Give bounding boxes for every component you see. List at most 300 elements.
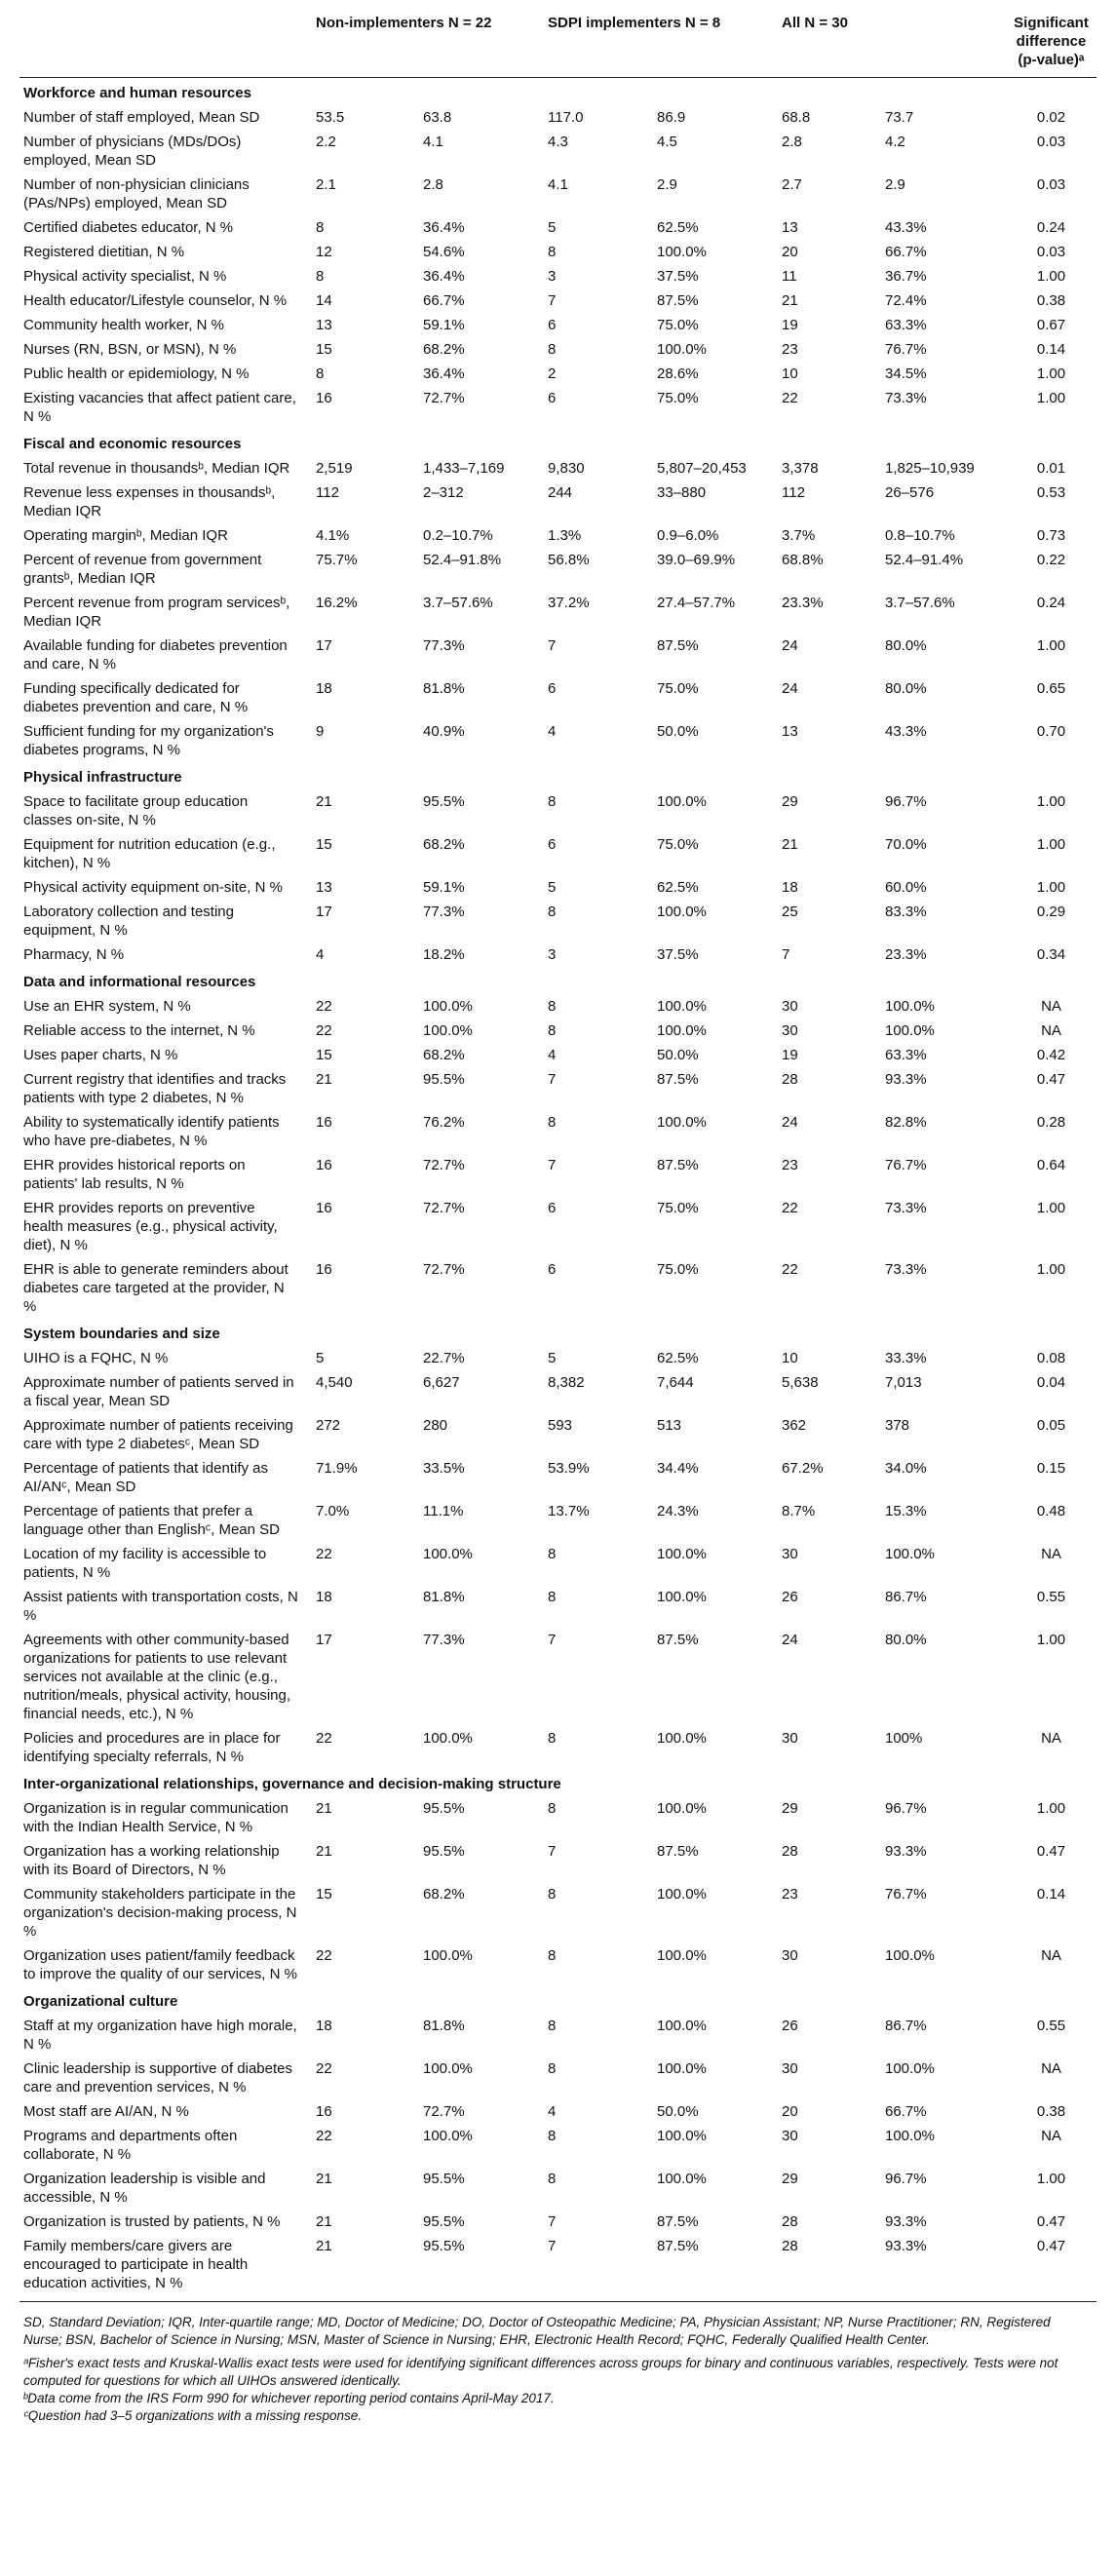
value-cell: 23 (782, 341, 798, 358)
value-cell: 100.0% (423, 998, 473, 1015)
value-cell: 66.7% (423, 292, 465, 309)
p-value-cell: 0.47 (1036, 1071, 1066, 1088)
value-cell: 13 (782, 219, 798, 236)
value-cell: 18.2% (423, 946, 465, 963)
p-value-cell: 0.14 (1036, 341, 1066, 358)
value-cell: 21 (312, 2234, 419, 2302)
value-cell: 8 (548, 998, 557, 1015)
row-label: Assist patients with transportation costs, N % (23, 1589, 298, 1624)
table-row (19, 1110, 1097, 1153)
value-cell: 100.0% (657, 998, 707, 1015)
value-cell: 4,540 (316, 1374, 353, 1391)
value-cell: 117.0 (548, 109, 584, 126)
p-value-cell: 1.00 (1036, 390, 1066, 406)
value-cell: 24 (782, 1632, 798, 1648)
row-label: Funding specifically dedicated for diabetes prevention and care, N % (23, 680, 249, 715)
value-cell: 26 (782, 1589, 798, 1605)
value-cell: 100.0% (423, 2128, 473, 2144)
value-cell: 24 (782, 680, 798, 697)
value-cell: 68.2% (423, 1886, 465, 1903)
value-cell: 30 (782, 1022, 798, 1039)
value-cell: 8 (548, 2171, 557, 2187)
value-cell: 22.7% (423, 1350, 465, 1366)
table-row (19, 1628, 1097, 1726)
value-cell: 72.7% (423, 1261, 465, 1278)
value-cell: 62.5% (657, 879, 699, 896)
value-cell: 83.3% (885, 904, 927, 920)
value-cell: 30 (782, 1947, 798, 1964)
table-row (19, 456, 1097, 481)
value-cell: 81.8% (423, 680, 465, 697)
value-cell: 15 (316, 836, 332, 853)
p-value-cell: NA (1041, 1730, 1061, 1747)
p-value-cell: 0.73 (1036, 527, 1066, 544)
value-cell: 8 (548, 1589, 557, 1605)
value-cell: 76.7% (885, 1157, 927, 1173)
value-cell: 8 (548, 2060, 557, 2077)
table-row (19, 173, 1097, 215)
section-title: Data and informational resources (23, 974, 256, 990)
table-row (19, 994, 1097, 1019)
row-label: Approximate number of patients receiving care with type 2 diabetesᶜ, Mean SD (23, 1417, 293, 1452)
table-row (19, 362, 1097, 386)
value-cell: 10 (782, 365, 798, 382)
value-cell: 7 (548, 292, 557, 309)
value-cell: 62.5% (657, 219, 699, 236)
value-cell: 37.5% (657, 946, 699, 963)
row-label: Number of staff employed, Mean SD (23, 109, 260, 126)
value-cell: 21 (316, 1843, 332, 1860)
value-cell: 80.0% (885, 1632, 927, 1648)
value-cell: 73.3% (885, 390, 927, 406)
value-cell: 96.7% (885, 2171, 927, 2187)
table-row (19, 2099, 1097, 2124)
value-cell: 8 (548, 244, 557, 260)
row-label: Family members/care givers are encouraged to participate in health education activities, N % (19, 2234, 312, 2302)
p-value-cell: 0.29 (1036, 904, 1066, 920)
table-row (19, 1043, 1097, 1067)
row-label: Physical activity specialist, N % (23, 268, 227, 285)
p-value-cell: NA (1041, 2128, 1061, 2144)
value-cell: 59.1% (423, 879, 465, 896)
value-cell: 37.2% (548, 595, 590, 611)
value-cell: 68.8 (782, 109, 811, 126)
table-row (19, 1796, 1097, 1839)
value-cell: 33.5% (423, 1460, 465, 1477)
value-cell: 73.3% (885, 1200, 927, 1216)
value-cell: 63.3% (885, 317, 927, 333)
table-row (19, 1726, 1097, 1769)
value-cell: 23.3% (782, 595, 824, 611)
value-cell: 34.4% (657, 1460, 699, 1477)
value-cell: 6 (548, 390, 557, 406)
value-cell: 20 (782, 244, 798, 260)
value-cell: 7 (782, 946, 790, 963)
table-row (19, 2124, 1097, 2167)
p-value-cell: 0.70 (1036, 723, 1066, 740)
table-row (19, 240, 1097, 264)
p-value-cell: 0.64 (1036, 1157, 1066, 1173)
value-cell: 2–312 (423, 484, 464, 501)
value-cell: 8 (548, 1730, 557, 1747)
value-cell: 8 (548, 1886, 557, 1903)
value-cell: 36.4% (423, 268, 465, 285)
value-cell: 22 (316, 1947, 332, 1964)
value-cell: 100.0% (657, 1546, 707, 1562)
value-cell: 81.8% (423, 2018, 465, 2034)
table-row (19, 1196, 1097, 1257)
value-cell: 100% (885, 1730, 923, 1747)
value-cell: 34.0% (885, 1460, 927, 1477)
value-cell: 8 (316, 268, 325, 285)
value-cell: 100.0% (657, 1886, 707, 1903)
value-cell: 43.3% (885, 219, 927, 236)
value-cell: 93.3% (885, 2213, 927, 2230)
value-cell: 36.4% (423, 219, 465, 236)
value-cell: 16 (316, 1261, 332, 1278)
value-cell: 100.0% (657, 1800, 707, 1817)
value-cell: 100.0% (657, 1947, 707, 1964)
value-cell: 87.5% (657, 2213, 699, 2230)
value-cell: 7 (548, 1843, 557, 1860)
value-cell: 3.7–57.6% (885, 595, 955, 611)
value-cell: 6 (548, 1261, 557, 1278)
value-cell: 18 (316, 680, 332, 697)
table-row (19, 1153, 1097, 1196)
value-cell: 100.0% (657, 1022, 707, 1039)
value-cell: 56.8% (548, 552, 590, 568)
value-cell: 93.3% (885, 1843, 927, 1860)
table-row (19, 942, 1097, 967)
section-title: Physical infrastructure (23, 769, 182, 786)
value-cell: 100.0% (423, 1947, 473, 1964)
value-cell: 80.0% (885, 680, 927, 697)
value-cell: 21 (316, 793, 332, 810)
value-cell: 18 (316, 2018, 332, 2034)
value-cell: 13.7% (548, 1503, 590, 1519)
p-value-cell: 0.28 (1036, 1114, 1066, 1131)
value-cell: 21 (782, 836, 798, 853)
value-cell: 26 (782, 2018, 798, 2034)
value-cell: 34.5% (885, 365, 927, 382)
value-cell: 8 (548, 1546, 557, 1562)
section-title: Fiscal and economic resources (23, 436, 242, 452)
table-row (19, 288, 1097, 313)
value-cell: 3.7% (782, 527, 816, 544)
table-row (19, 2057, 1097, 2099)
value-cell: 112 (316, 484, 339, 501)
table-row (19, 264, 1097, 288)
value-cell: 70.0% (885, 836, 927, 853)
row-label: Total revenue in thousandsᵇ, Median IQR (23, 460, 290, 477)
value-cell: 71.9% (316, 1460, 358, 1477)
value-cell: 82.8% (885, 1114, 927, 1131)
value-cell: 20 (782, 2103, 798, 2120)
value-cell: 15.3% (885, 1503, 927, 1519)
table-row (19, 2210, 1097, 2234)
value-cell: 10 (782, 1350, 798, 1366)
header-all: All N = 30 (778, 4, 1006, 78)
section-title: Inter-organizational relationships, governance and decision-making structure (23, 1776, 561, 1792)
value-cell: 100.0% (423, 1022, 473, 1039)
value-cell: 362 (782, 1417, 807, 1434)
header-non-implementers: Non-implementers N = 22 (312, 4, 544, 78)
value-cell: 72.7% (423, 1200, 465, 1216)
p-value-cell: 0.03 (1036, 134, 1066, 150)
table-row (19, 1499, 1097, 1542)
section-title: Workforce and human resources (23, 85, 251, 101)
table-row (19, 105, 1097, 130)
table-row (19, 591, 1097, 634)
row-label: Agreements with other community-based organizations for patients to use relevant services not available at the clinic (e.g., nutrition/meals, physical activity, housing, financial needs, etc.), N % (23, 1632, 291, 1722)
value-cell: 87.5% (657, 637, 699, 654)
value-cell: 16.2% (316, 595, 358, 611)
p-value-cell: 1.00 (1036, 1261, 1066, 1278)
value-cell: 22 (316, 1730, 332, 1747)
value-cell: 75.0% (657, 317, 699, 333)
value-cell: 77.3% (423, 1632, 465, 1648)
value-cell: 100.0% (657, 2060, 707, 2077)
value-cell: 5,807–20,453 (657, 460, 747, 477)
value-cell: 7 (548, 1632, 557, 1648)
p-value-cell: 0.04 (1036, 1374, 1066, 1391)
table-header (19, 4, 1097, 78)
row-label: Percent of revenue from government grantsᵇ, Median IQR (23, 552, 262, 587)
value-cell: 7,644 (657, 1374, 694, 1391)
value-cell: 21 (782, 292, 798, 309)
row-label: Equipment for nutrition education (e.g., kitchen), N % (23, 836, 276, 871)
value-cell: 513 (657, 1417, 682, 1434)
table-row (19, 719, 1097, 762)
value-cell: 2 (548, 365, 557, 382)
value-cell: 52.4–91.8% (423, 552, 502, 568)
row-label: Percent revenue from program servicesᵇ, Median IQR (23, 595, 290, 630)
value-cell: 8 (548, 1114, 557, 1131)
value-cell: 16 (316, 1114, 332, 1131)
table-row (19, 523, 1097, 548)
value-cell: 0.2–10.7% (423, 527, 493, 544)
value-cell: 100.0% (885, 1022, 935, 1039)
p-value-cell: 1.00 (1036, 1632, 1066, 1648)
value-cell: 100.0% (657, 2018, 707, 2034)
value-cell: 86.7% (885, 2018, 927, 2034)
table-row (19, 2167, 1097, 2210)
value-cell: 63.8 (423, 109, 452, 126)
value-cell: 52.4–91.4% (885, 552, 964, 568)
value-cell: 4.3 (548, 134, 568, 150)
value-cell: 22 (316, 2060, 332, 2077)
table-row (19, 1456, 1097, 1499)
row-label: Registered dietitian, N % (23, 244, 185, 260)
value-cell: 12 (316, 244, 332, 260)
header-blank (19, 4, 312, 78)
value-cell: 86.7% (885, 1589, 927, 1605)
row-label: UIHO is a FQHC, N % (23, 1350, 169, 1366)
p-value-cell: 0.55 (1036, 2018, 1066, 2034)
p-value-cell: 0.47 (1006, 2234, 1097, 2302)
value-cell: 28 (778, 2234, 881, 2302)
row-label: Organization leadership is visible and accessible, N % (23, 2171, 266, 2206)
row-label: Ability to systematically identify patients who have pre-diabetes, N % (23, 1114, 280, 1149)
value-cell: 30 (782, 2060, 798, 2077)
p-value-cell: 0.03 (1036, 176, 1066, 193)
value-cell: 33.3% (885, 1350, 927, 1366)
value-cell: 28 (782, 1843, 798, 1860)
value-cell: 8 (316, 365, 325, 382)
value-cell: 19 (782, 317, 798, 333)
row-label: Nurses (RN, BSN, or MSN), N % (23, 341, 237, 358)
value-cell: 21 (316, 1800, 332, 1817)
value-cell: 23 (782, 1886, 798, 1903)
p-value-cell: 0.38 (1036, 2103, 1066, 2120)
row-label: Most staff are AI/AN, N % (23, 2103, 189, 2120)
row-label: Public health or epidemiology, N % (23, 365, 250, 382)
value-cell: 60.0% (885, 879, 927, 896)
value-cell: 17 (316, 637, 332, 654)
value-cell: 30 (782, 998, 798, 1015)
table-row (19, 215, 1097, 240)
value-cell: 86.9 (657, 109, 686, 126)
value-cell: 23 (782, 1157, 798, 1173)
table-row (19, 1067, 1097, 1110)
row-label: Organization is in regular communication with the Indian Health Service, N % (23, 1800, 289, 1835)
value-cell: 87.5% (657, 1632, 699, 1648)
value-cell: 19 (782, 1047, 798, 1063)
p-value-cell: 0.67 (1036, 317, 1066, 333)
row-label: Percentage of patients that identify as AI/ANᶜ, Mean SD (23, 1460, 268, 1495)
value-cell: 100.0% (657, 793, 707, 810)
value-cell: 28 (782, 2213, 798, 2230)
row-label: Organization uses patient/family feedback to improve the quality of our services, N % (23, 1947, 297, 1982)
value-cell: 43.3% (885, 723, 927, 740)
row-label: Approximate number of patients served in a fiscal year, Mean SD (23, 1374, 294, 1409)
p-value-cell: NA (1041, 2060, 1061, 2077)
value-cell: 9,830 (548, 460, 585, 477)
value-cell: 8 (548, 2018, 557, 2034)
row-label: Number of physicians (MDs/DOs) employed, Mean SD (23, 134, 242, 169)
value-cell: 95.5% (423, 1071, 465, 1088)
row-label: Current registry that identifies and tracks patients with type 2 diabetes, N % (23, 1071, 287, 1106)
value-cell: 8 (548, 1022, 557, 1039)
row-label: Health educator/Lifestyle counselor, N % (23, 292, 288, 309)
row-label: Programs and departments often collaborate, N % (23, 2128, 238, 2163)
value-cell: 13 (316, 317, 332, 333)
table-row (19, 1585, 1097, 1628)
value-cell: 11.1% (423, 1503, 464, 1519)
value-cell: 5 (548, 219, 557, 236)
value-cell: 93.3% (881, 2234, 1006, 2302)
value-cell: 24 (782, 1114, 798, 1131)
value-cell: 22 (316, 998, 332, 1015)
p-value-cell: 0.14 (1036, 1886, 1066, 1903)
p-value-cell: 0.55 (1036, 1589, 1066, 1605)
value-cell: 6 (548, 1200, 557, 1216)
value-cell: 100.0% (885, 1546, 935, 1562)
section-header-row (19, 78, 1097, 106)
value-cell: 8 (548, 1947, 557, 1964)
table-row (19, 130, 1097, 173)
value-cell: 1,433–7,169 (423, 460, 505, 477)
p-value-cell: 0.24 (1036, 595, 1066, 611)
p-value-cell: 1.00 (1036, 365, 1066, 382)
value-cell: 28 (782, 1071, 798, 1088)
value-cell: 18 (316, 1589, 332, 1605)
value-cell: 95.5% (423, 793, 465, 810)
value-cell: 13 (782, 723, 798, 740)
value-cell: 100.0% (657, 1114, 707, 1131)
table-row (19, 313, 1097, 337)
p-value-cell: 1.00 (1036, 2171, 1066, 2187)
value-cell: 4 (548, 723, 557, 740)
value-cell: 4 (316, 946, 325, 963)
value-cell: 13 (316, 879, 332, 896)
value-cell: 76.7% (885, 1886, 927, 1903)
row-label: Use an EHR system, N % (23, 998, 191, 1015)
value-cell: 4.1% (316, 527, 350, 544)
value-cell: 30 (782, 1546, 798, 1562)
p-value-cell: 1.00 (1036, 268, 1066, 285)
section-title: Organizational culture (23, 1993, 178, 2010)
value-cell: 14 (316, 292, 332, 309)
value-cell: 96.7% (885, 1800, 927, 1817)
value-cell: 18 (782, 879, 798, 896)
value-cell: 2.9 (885, 176, 905, 193)
value-cell: 2,519 (316, 460, 353, 477)
value-cell: 4 (548, 1047, 557, 1063)
value-cell: 62.5% (657, 1350, 699, 1366)
value-cell: 66.7% (885, 244, 927, 260)
value-cell: 87.5% (653, 2234, 778, 2302)
table-notes (19, 2314, 1097, 2425)
value-cell: 593 (548, 1417, 573, 1434)
value-cell: 4.1 (548, 176, 568, 193)
section-header-row (19, 1986, 1097, 2014)
value-cell: 95.5% (423, 2171, 465, 2187)
value-cell: 25 (782, 904, 798, 920)
value-cell: 8 (316, 219, 325, 236)
value-cell: 77.3% (423, 904, 465, 920)
value-cell: 3,378 (782, 460, 819, 477)
p-value-cell: NA (1041, 998, 1061, 1015)
table-row (19, 1882, 1097, 1943)
value-cell: 2.9 (657, 176, 677, 193)
section-header-row (19, 762, 1097, 789)
row-label: Community health worker, N % (23, 317, 224, 333)
value-cell: 244 (548, 484, 573, 501)
row-label: Space to facilitate group education classes on-site, N % (23, 793, 249, 828)
value-cell: 22 (316, 1546, 332, 1562)
value-cell: 80.0% (885, 637, 927, 654)
value-cell: 81.8% (423, 1589, 465, 1605)
value-cell: 50.0% (657, 1047, 699, 1063)
value-cell: 1,825–10,939 (885, 460, 975, 477)
value-cell: 26–576 (885, 484, 935, 501)
row-label: Location of my facility is accessible to patients, N % (23, 1546, 267, 1581)
row-label: EHR provides reports on preventive health measures (e.g., physical activity, diet), N % (23, 1200, 278, 1253)
value-cell: 8 (548, 1800, 557, 1817)
p-value-cell: 0.38 (1036, 292, 1066, 309)
value-cell: 8 (548, 341, 557, 358)
value-cell: 4.2 (885, 134, 905, 150)
table-row (19, 337, 1097, 362)
value-cell: 30 (782, 2128, 798, 2144)
value-cell: 29 (782, 2171, 798, 2187)
table-row (19, 1542, 1097, 1585)
row-label: Organization is trusted by patients, N % (23, 2213, 281, 2230)
abbreviations-note: SD, Standard Deviation; IQR, Inter-quartile range; MD, Doctor of Medicine; DO, Doctor of Osteopathic Medicine; PA, Physician Assistant; NP, Nurse Practitioner; RN, Registered Nurse; BSN, Bachelor of Science in Nursing; MSN, Master of Science in Nursing; EHR, Electronic Health Record; FQHC, Federally Qualified Health Center. (23, 2315, 1051, 2347)
table-row (19, 832, 1097, 875)
value-cell: 24 (782, 637, 798, 654)
